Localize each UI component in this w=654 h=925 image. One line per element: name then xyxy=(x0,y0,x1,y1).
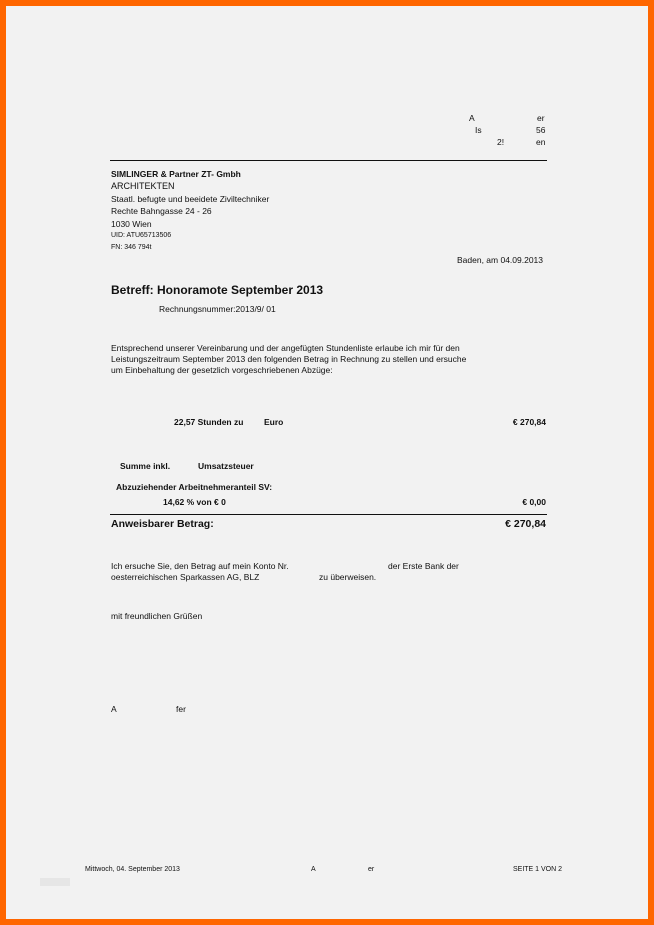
hours-amount: € 270,84 xyxy=(512,417,546,427)
document-page xyxy=(6,6,648,919)
footer-name-right: er xyxy=(368,866,375,873)
recipient-company: SIMLINGER & Partner ZT- Gmbh xyxy=(111,169,241,179)
sum-tax-label: Umsatzsteuer xyxy=(198,461,254,471)
deduction-rate: 14,62 % von € 0 xyxy=(163,497,226,507)
body-line3: um Einbehaltung der gesetzlich vorgeschriebenen Abzüge: xyxy=(111,365,333,375)
total-amount: € 270,84 xyxy=(505,518,546,530)
place-date: Baden, am 04.09.2013 xyxy=(457,255,544,265)
recipient-fn: FN: 346 794t xyxy=(111,244,152,251)
footer-date: Mittwoch, 04. September 2013 xyxy=(85,866,180,873)
recipient-uid: UID: ATU65713506 xyxy=(111,232,172,239)
hours-quantity: 22,57 Stunden zu xyxy=(174,417,244,427)
signature-right: fer xyxy=(176,704,186,714)
sender-line1-right: er xyxy=(537,113,545,123)
header-rule xyxy=(110,160,547,161)
deduction-title: Abzuziehender Arbeitnehmeranteil SV: xyxy=(116,482,273,492)
deduction-amount: € 0,00 xyxy=(522,497,546,507)
footer-name-left: A xyxy=(311,866,316,873)
sender-line3-left: 2! xyxy=(497,137,505,147)
hours-currency: Euro xyxy=(264,417,284,427)
total-rule xyxy=(110,514,547,515)
closing-greeting: mit freundlichen Grüßen xyxy=(111,611,203,621)
payment-line1-text: Ich ersuche Sie, den Betrag auf mein Konto Nr. xyxy=(111,561,289,571)
total-label: Anweisbarer Betrag: xyxy=(111,518,214,530)
sender-line2-left: Is xyxy=(475,125,482,135)
body-line2: Leistungszeitraum September 2013 den folgenden Betrag in Rechnung zu stellen und ersuche xyxy=(111,354,467,364)
watermark-mark xyxy=(40,878,70,886)
sender-line3-right: en xyxy=(536,137,546,147)
payment-line2-transfer: zu überweisen. xyxy=(319,572,377,582)
footer-page-number: SEITE 1 VON 2 xyxy=(513,866,563,873)
body-line1: Entsprechend unserer Vereinbarung und der angefügten Stundenliste erlaube ich mir für den xyxy=(111,343,460,353)
subject-heading: Betreff: Honoramote September 2013 xyxy=(111,283,324,297)
sum-label: Summe inkl. xyxy=(120,461,171,471)
signature-left: A xyxy=(111,704,117,714)
recipient-street: Rechte Bahngasse 24 - 26 xyxy=(111,206,212,216)
invoice-number: Rechnungsnummer:2013/9/ 01 xyxy=(159,304,276,314)
recipient-line2: ARCHITEKTEN xyxy=(111,181,175,191)
sender-line2-right: 56 xyxy=(536,125,546,135)
sender-line1-left: A xyxy=(469,113,475,123)
recipient-line3: Staatl. befugte und beeidete Ziviltechniker xyxy=(111,194,270,204)
recipient-city: 1030 Wien xyxy=(111,219,152,229)
payment-line2-text: oesterreichischen Sparkassen AG, BLZ xyxy=(111,572,260,582)
payment-line1-bank: der Erste Bank der xyxy=(388,561,459,571)
